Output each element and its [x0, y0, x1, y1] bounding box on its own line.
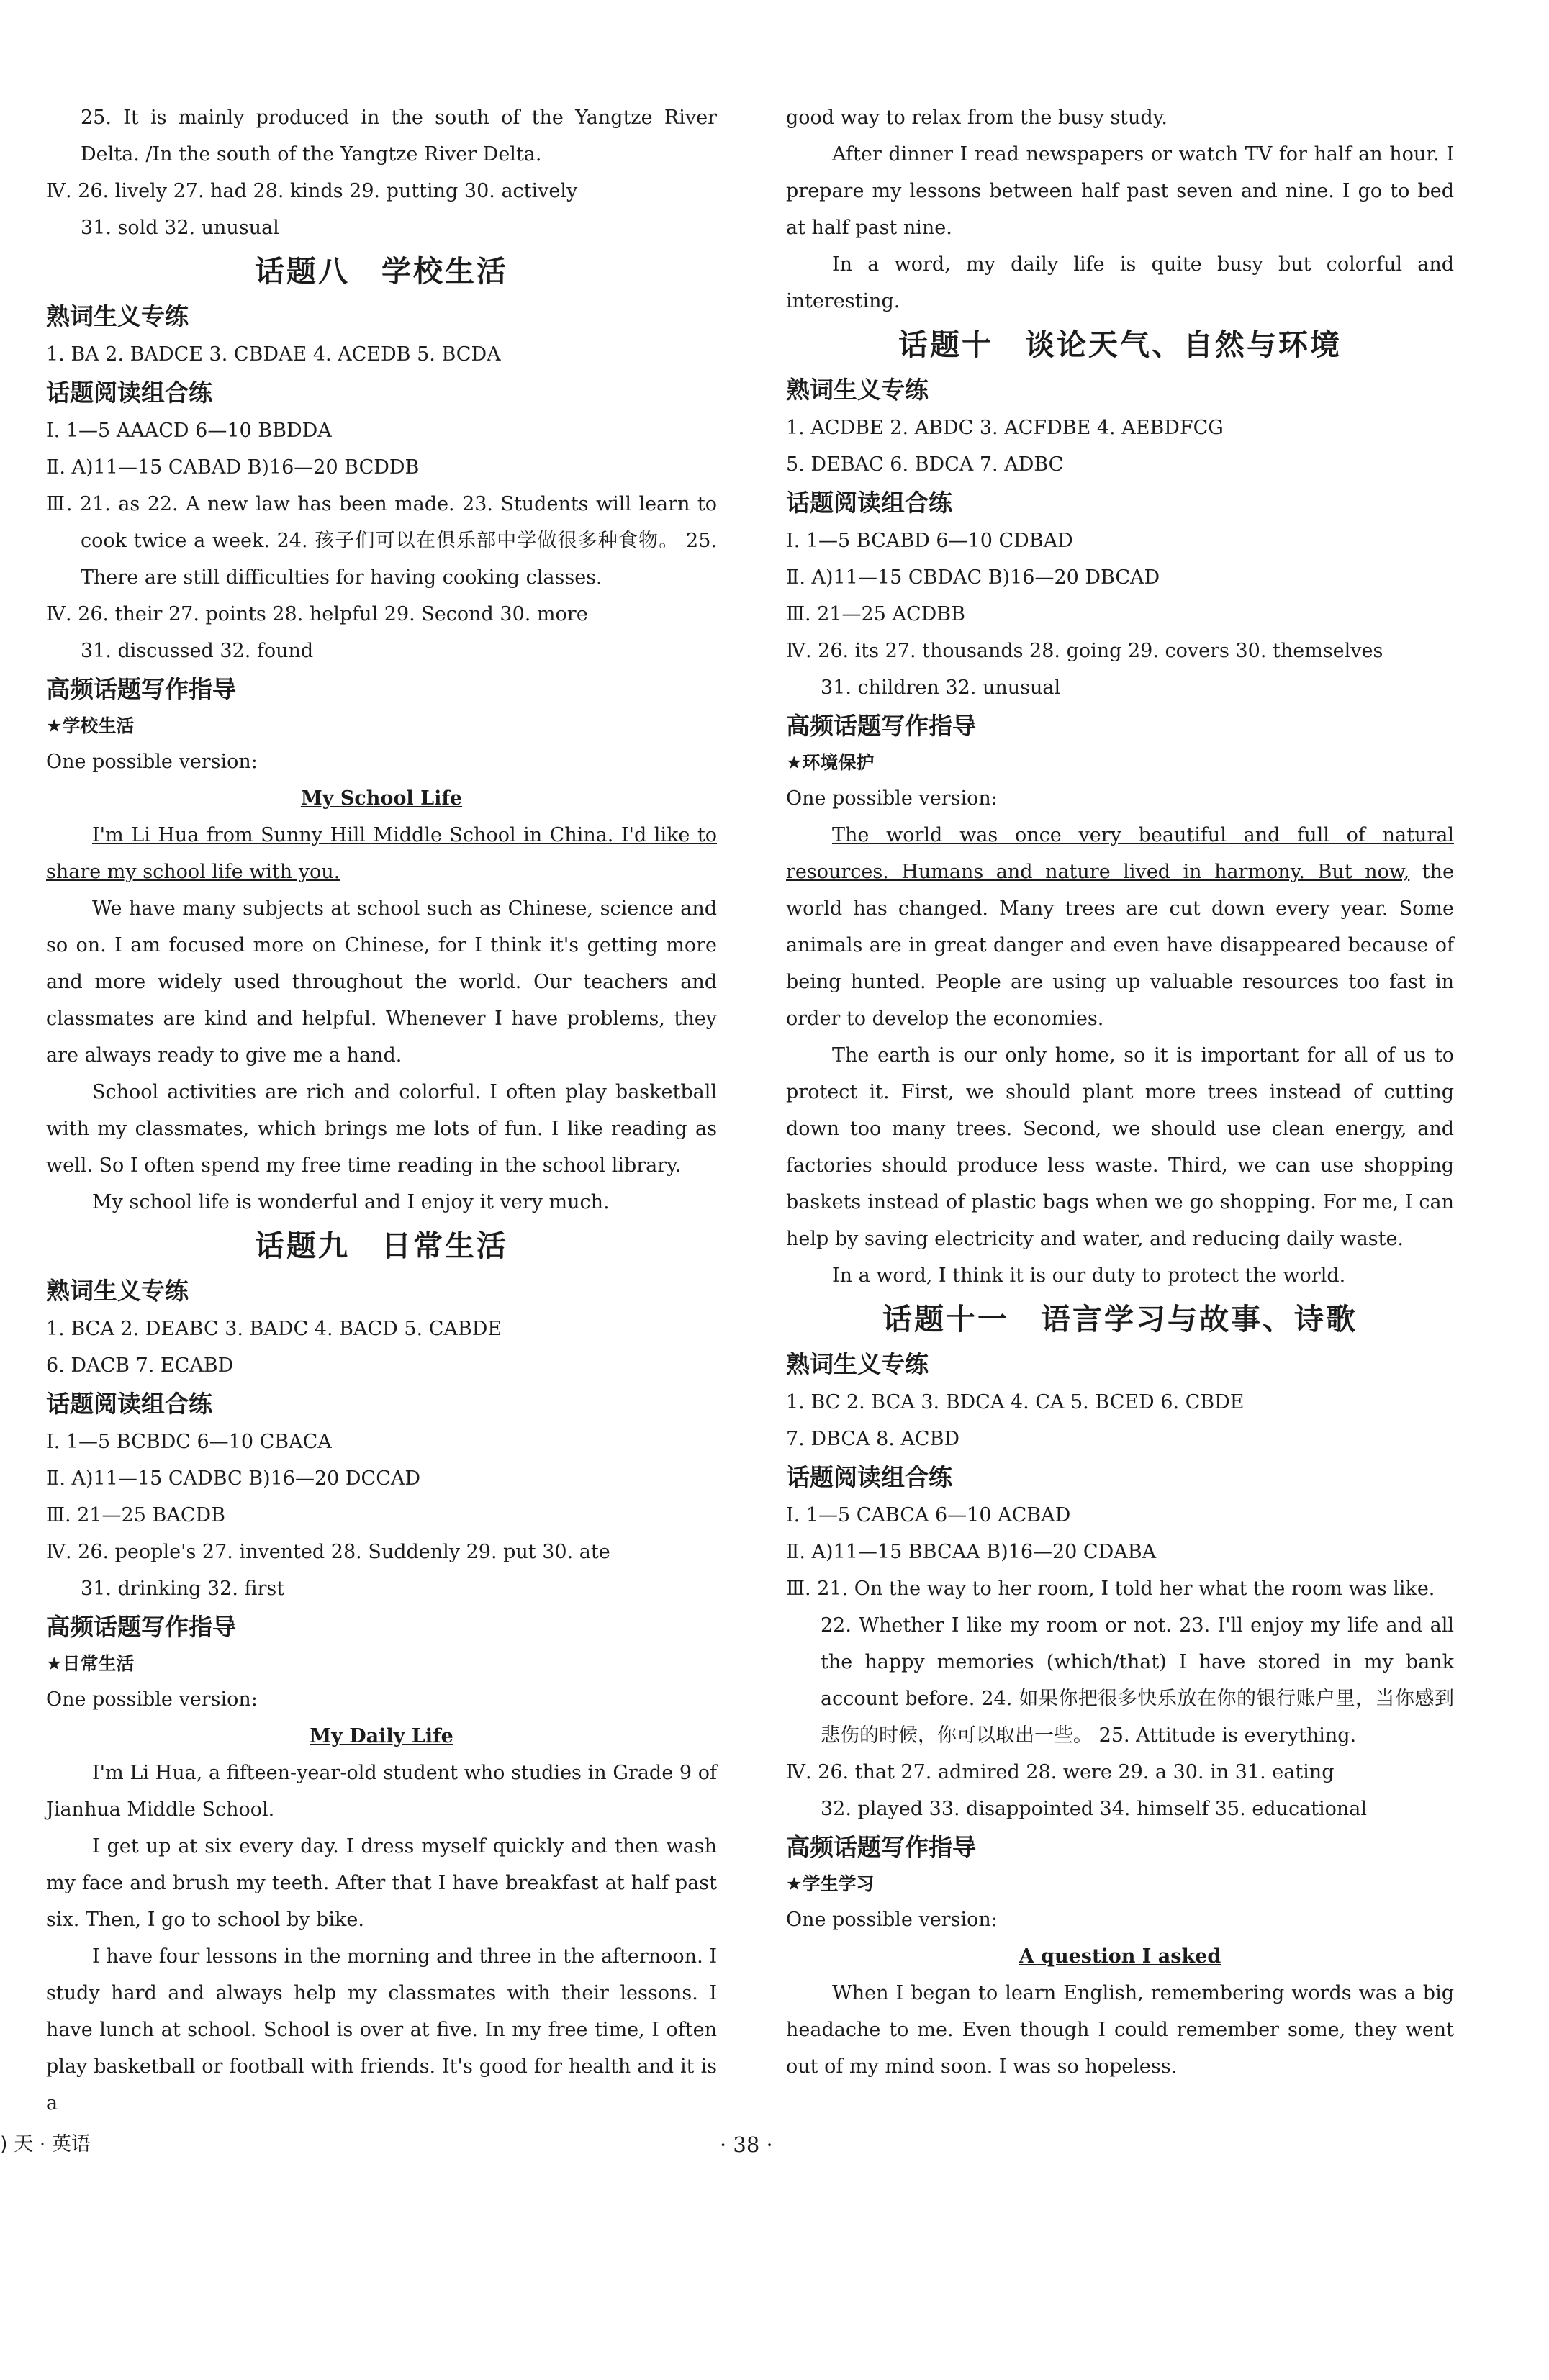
essay-paragraph: In a word, I think it is our duty to protect the world. — [832, 1264, 1346, 1287]
section-heading: 熟词生义专练 — [46, 302, 189, 330]
topic-11-heading: 话题十一 语言学习与故事、诗歌 — [882, 1302, 1358, 1336]
answer-line: 31. drinking 32. first — [81, 1578, 285, 1600]
underlined-sentence: The world was once very beautiful and full of natural resources. Humans and nature lived in harmony. But now, — [786, 824, 1454, 883]
footer-book-label: ) 天 · 英语 — [0, 2133, 91, 2155]
essay-paragraph: After dinner I read newspapers or watch TV for half an hour. I prepare my lessons between half past seven and nine. I go to bed at half past nine. — [786, 143, 1454, 239]
answer-line: Ⅱ. A)11—15 BBCAA B)16—20 CDABA — [786, 1541, 1157, 1563]
section-heading: 高频话题写作指导 — [786, 712, 976, 740]
underlined-sentence: I'm Li Hua from Sunny Hill Middle School in China. I'd like to share my school life with you. — [46, 824, 717, 883]
section-heading: 话题阅读组合练 — [786, 1463, 952, 1491]
section-heading: 话题阅读组合练 — [46, 379, 212, 407]
writing-topic-label: ★日常生活 — [46, 1653, 135, 1674]
section-heading: 高频话题写作指导 — [46, 675, 236, 703]
answer-line: 1. BA 2. BADCE 3. CBDAE 4. ACEDB 5. BCDA — [46, 343, 501, 366]
answer-line: 1. BCA 2. DEABC 3. BADC 4. BACD 5. CABDE — [46, 1318, 502, 1340]
section-heading: 熟词生义专练 — [786, 1350, 929, 1378]
right-column — [786, 99, 1454, 2085]
answer-line: 25. It is mainly produced in the south of the Yangtze River Delta. /In the south of the Yangtze River Delta. — [81, 107, 717, 166]
essay-paragraph: good way to relax from the busy study. — [786, 107, 1168, 129]
essay-title: My School Life — [300, 787, 463, 810]
answer-line: Ⅳ. 26. people's 27. invented 28. Suddenly 29. put 30. ate — [46, 1541, 610, 1563]
answer-line: Ⅲ. 21. On the way to her room, I told her what the room was like. — [786, 1578, 1435, 1600]
possible-version-label: One possible version: — [786, 1909, 998, 1931]
answer-line: 32. played 33. disappointed 34. himself 35. educational — [821, 1798, 1368, 1820]
page-number: · 38 · — [720, 2132, 773, 2157]
answer-line: Ⅰ. 1—5 BCBDC 6—10 CBACA — [46, 1431, 332, 1453]
section-heading: 熟词生义专练 — [46, 1277, 189, 1305]
topic-9-heading: 话题九 日常生活 — [255, 1229, 508, 1263]
essay-paragraph — [786, 817, 1454, 1037]
section-heading: 话题阅读组合练 — [46, 1390, 212, 1418]
answer-line: 1. BC 2. BCA 3. BDCA 4. CA 5. BCED 6. CBDE — [786, 1391, 1245, 1413]
essay-paragraph: School activities are rich and colorful. I often play basketball with my classmates, which brings me lots of fun. I like reading as well. So I often spend my free time reading in the school library. — [46, 1081, 717, 1177]
essay-paragraph: I'm Li Hua, a fifteen-year-old student who studies in Grade 9 of Jianhua Middle School. — [46, 1762, 717, 1821]
answer-line: 31. sold 32. unusual — [81, 217, 279, 239]
possible-version-label: One possible version: — [46, 1688, 258, 1711]
answer-line: Ⅱ. A)11—15 CABAD B)16—20 BCDDB — [46, 456, 420, 479]
essay-paragraph: I get up at six every day. I dress myself quickly and then wash my face and brush my teeth. After that I have breakfast at half past six. Then, I go to school by bike. — [46, 1835, 717, 1931]
answer-line: 22. Whether I like my room or not. 23. I'll enjoy my life and all the happy memories (which/that) I have stored in my bank account before. 24. 如果你把很多快乐放在你的银行账户里，当你感到悲伤的时候，你可以取出一些。 25. Attitude is everything. — [821, 1614, 1454, 1747]
answer-line: 5. DEBAC 6. BDCA 7. ADBC — [786, 453, 1064, 476]
section-heading: 话题阅读组合练 — [786, 489, 952, 517]
answer-line: Ⅲ. 21—25 ACDBB — [786, 603, 965, 625]
section-heading: 高频话题写作指导 — [786, 1833, 976, 1861]
section-heading: 熟词生义专练 — [786, 376, 929, 404]
answer-line: 6. DACB 7. ECABD — [46, 1354, 234, 1377]
answer-line: Ⅰ. 1—5 CABCA 6—10 ACBAD — [786, 1504, 1071, 1526]
writing-topic-label: ★环境保护 — [786, 752, 875, 773]
possible-version-label: One possible version: — [46, 751, 258, 773]
answer-line: 31. discussed 32. found — [81, 640, 314, 662]
answer-line: Ⅱ. A)11—15 CBDAC B)16—20 DBCAD — [786, 566, 1160, 589]
answer-line: Ⅳ. 26. lively 27. had 28. kinds 29. putting 30. actively — [46, 180, 578, 202]
essay-paragraph: I have four lessons in the morning and three in the afternoon. I study hard and always help my classmates with their lessons. I have lunch at school. School is over at five. In my free time, I often play basketball or football with friends. It's good for health and it is a — [46, 1945, 717, 2114]
writing-topic-label: ★学生学习 — [786, 1873, 875, 1894]
essay-paragraph: The earth is our only home, so it is important for all of us to protect it. First, we should plant more trees instead of cutting down too many trees. Second, we should use clean energy, and factories should produce less waste. Third, we can use shopping baskets instead of plastic bags when we go shopping. For me, I can help by saving electricity and water, and reducing daily waste. — [786, 1044, 1454, 1250]
essay-text: the world has changed. Many trees are cut down every year. Some animals are in great danger and even have disappeared because of being hunted. People are using up valuable resources too fast in order to develop the economies. — [786, 861, 1454, 1030]
answer-line: Ⅲ. 21—25 BACDB — [46, 1504, 225, 1526]
answer-line: Ⅰ. 1—5 BCABD 6—10 CDBAD — [786, 530, 1073, 552]
answer-line: 31. children 32. unusual — [821, 677, 1061, 699]
left-column — [46, 99, 717, 2122]
answer-line: 7. DBCA 8. ACBD — [786, 1428, 960, 1450]
answer-line: Ⅲ. 21. as 22. A new law has been made. 23. Students will learn to cook twice a week. 24. 孩子们可以在俱乐部中学做很多种食物。 25. There are still difficulties for having cooking classes. — [46, 493, 717, 589]
writing-topic-label: ★学校生活 — [46, 715, 135, 736]
possible-version-label: One possible version: — [786, 787, 998, 810]
answer-line: 1. ACDBE 2. ABDC 3. ACFDBE 4. AEBDFCG — [786, 417, 1224, 439]
essay-paragraph: When I began to learn English, remembering words was a big headache to me. Even though I could remember some, they went out of my mind soon. I was so hopeless. — [786, 1982, 1454, 2078]
section-heading: 高频话题写作指导 — [46, 1613, 236, 1641]
essay-paragraph: In a word, my daily life is quite busy but colorful and interesting. — [786, 253, 1454, 312]
essay-paragraph — [46, 817, 717, 890]
answer-line: Ⅳ. 26. that 27. admired 28. were 29. a 30. in 31. eating — [786, 1761, 1335, 1783]
answer-line: Ⅳ. 26. their 27. points 28. helpful 29. Second 30. more — [46, 603, 588, 625]
answer-line: Ⅱ. A)11—15 CADBC B)16—20 DCCAD — [46, 1467, 421, 1490]
essay-title: My Daily Life — [310, 1725, 453, 1747]
topic-8-heading: 话题八 学校生活 — [255, 254, 508, 289]
answer-line: Ⅳ. 26. its 27. thousands 28. going 29. covers 30. themselves — [786, 640, 1383, 662]
essay-paragraph: My school life is wonderful and I enjoy it very much. — [92, 1191, 610, 1213]
essay-title: A question I asked — [1019, 1945, 1221, 1968]
answer-line: Ⅰ. 1—5 AAACD 6—10 BBDDA — [46, 420, 332, 442]
topic-10-heading: 话题十 谈论天气、自然与环境 — [898, 327, 1342, 362]
essay-paragraph: We have many subjects at school such as Chinese, science and so on. I am focused more on Chinese, for I think it's getting more and more widely used throughout the world. Our teachers and classmates are kind and helpful. Whenever I have problems, they are always ready to give me a hand. — [46, 897, 717, 1067]
